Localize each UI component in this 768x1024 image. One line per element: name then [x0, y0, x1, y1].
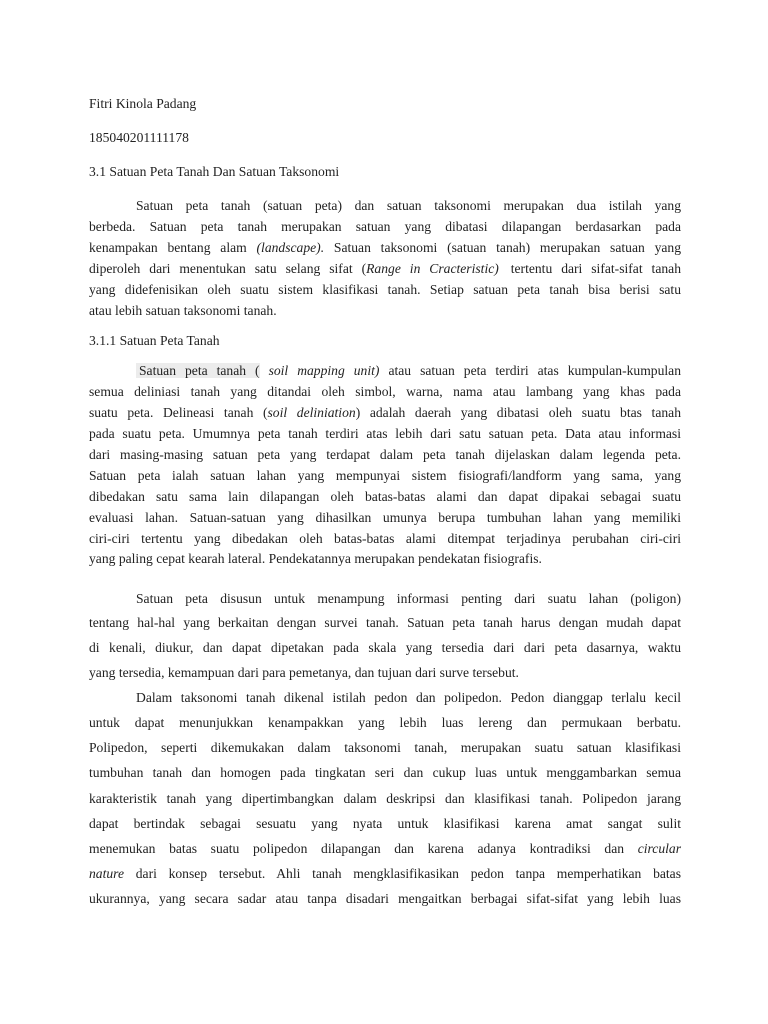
paragraph-4-line: Dalam taksonomi tanah dikenal istilah pedon dan polipedon. Pedon dianggap terlalu kecil — [136, 690, 681, 705]
paragraph-2-line: semua deliniasi tanah yang ditandai oleh simbol, warna, nama atau lambang yang khas pada — [89, 384, 681, 399]
paragraph-3-line: yang tersedia, kemampuan dari para pemetanya, dan tujuan dari surve tersebut. — [89, 665, 519, 680]
section-heading-3-1-1: 3.1.1 Satuan Peta Tanah — [89, 333, 220, 348]
paragraph-1-line: kenampakan bentang alam (landscape). Satuan taksonomi (satuan tanah) merupakan satuan yang — [89, 240, 681, 255]
paragraph-4-line: dapat bertindak sebagai sesuatu yang nyata untuk klasifikasi karena amat sangat sulit — [89, 816, 681, 831]
paragraph-4-line: Polipedon, seperti dikemukakan dalam taksonomi tanah, merupakan suatu satuan klasifikasi — [89, 740, 681, 755]
paragraph-1-line: berbeda. Satuan peta tanah merupakan satuan yang dibatasi dilapangan berdasarkan pada — [89, 219, 681, 234]
paragraph-2-line: Satuan peta ialah satuan lahan yang mempunyai sistem fisiografi/landform yang sama, yang — [89, 468, 681, 483]
paragraph-3-line: Satuan peta disusun untuk menampung informasi penting dari suatu lahan (poligon) — [136, 591, 681, 606]
paragraph-4-line: untuk dapat menunjukkan kenampakkan yang lebih luas lereng dan permukaan berbatu. — [89, 715, 681, 730]
paragraph-2-line: suatu peta. Delineasi tanah (soil deliniation) adalah daerah yang dibatasi oleh suatu btas tanah — [89, 405, 681, 420]
paragraph-4-line: menemukan batas suatu polipedon dilapangan dan karena adanya kontradiksi dan circular — [89, 841, 681, 856]
author-name: Fitri Kinola Padang — [89, 96, 197, 111]
paragraph-1-line: atau lebih satuan taksonomi tanah. — [89, 303, 277, 318]
paragraph-2-line: evaluasi lahan. Satuan-satuan yang dihasilkan umunya berupa tumbuhan lahan yang memiliki — [89, 510, 681, 525]
paragraph-3-line: di kenali, diukur, dan dapat dipetakan pada skala yang tersedia dari dari peta dasarnya, waktu — [89, 640, 681, 655]
paragraph-2-line: dari masing-masing satuan peta yang terdapat dalam peta tanah dijelaskan dalam legenda peta. — [89, 447, 681, 462]
paragraph-2-line: dibedakan satu sama lain dilapangan oleh batas-batas alami dan dapat dipakai sebagai suatu — [89, 489, 681, 504]
paragraph-1-line: yang didefenisikan oleh suatu sistem klasifikasi tanah. Setiap satuan peta tanah bisa berisi satu — [89, 282, 681, 297]
paragraph-2-line: yang paling cepat kearah lateral. Pendekatannya merupakan pendekatan fisiografis. — [89, 551, 542, 566]
paragraph-2-line: ciri-ciri tertentu yang dibedakan oleh batas-batas alami ditempat terjadinya perubahan ciri-ciri — [89, 531, 681, 546]
paragraph-4-line: ukurannya, yang secara sadar atau tanpa disadari mengaitkan berbagai sifat-sifat yang lebih luas — [89, 891, 681, 906]
student-id: 185040201111178 — [89, 130, 189, 145]
section-heading-3-1: 3.1 Satuan Peta Tanah Dan Satuan Taksonomi — [89, 164, 340, 179]
paragraph-4-line: karakteristik tanah yang dipertimbangkan dalam deskripsi dan klasifikasi tanah. Polipedon jarang — [89, 791, 681, 806]
paragraph-4-line: tumbuhan tanah dan homogen pada tingkatan seri dan cukup luas untuk menggambarkan semua — [89, 765, 681, 780]
paragraph-4-line: nature dari konsep tersebut. Ahli tanah mengklasifikasikan pedon tanpa memperhatikan batas — [89, 866, 682, 881]
paragraph-3-line: tentang hal-hal yang berkaitan dengan survei tanah. Satuan peta tanah harus dengan mudah dapat — [89, 615, 681, 630]
paragraph-1-line: diperoleh dari menentukan satu selang sifat (Range in Cracteristic) tertentu dari sifat-sifat tanah — [89, 261, 681, 276]
paragraph-1-line: Satuan peta tanah (satuan peta) dan satuan taksonomi merupakan dua istilah yang — [136, 198, 681, 213]
paragraph-2-line: pada suatu peta. Umumnya peta tanah terdiri atas lebih dari satu satuan peta. Data atau informasi — [89, 426, 681, 441]
paragraph-2-line: Satuan peta tanah ( soil mapping unit) atau satuan peta terdiri atas kumpulan-kumpulan — [136, 362, 681, 380]
highlighted-text: Satuan peta tanah ( — [136, 363, 260, 378]
